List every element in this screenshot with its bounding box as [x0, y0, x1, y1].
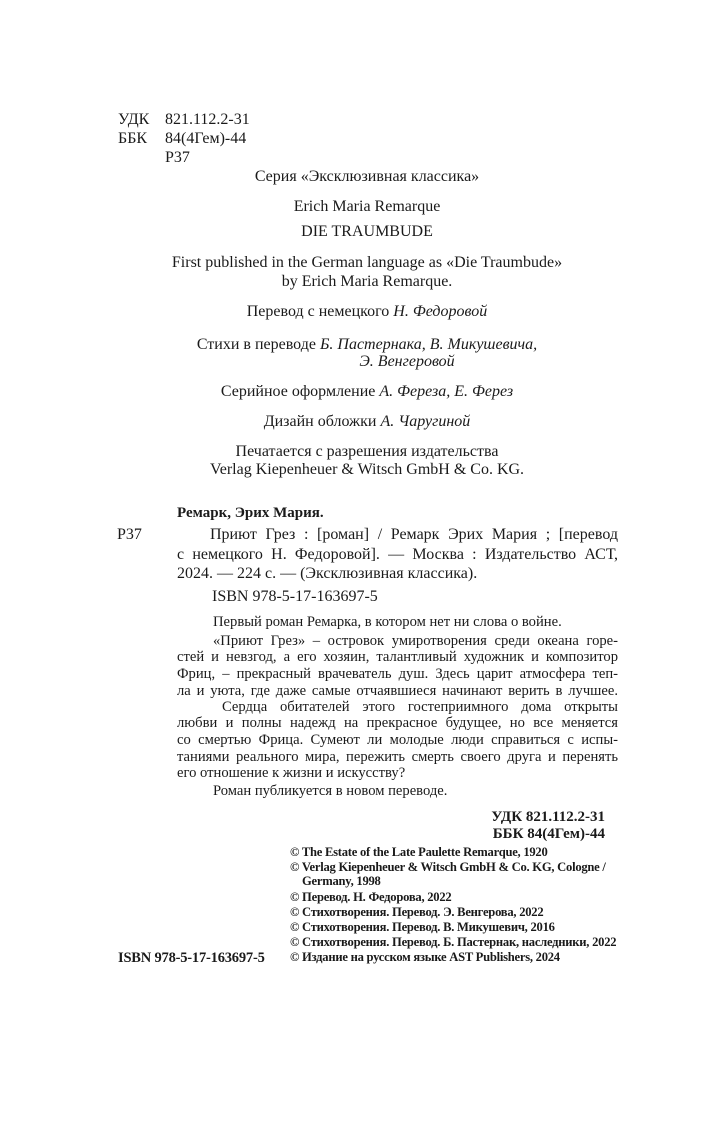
footer-isbn: ISBN 978-5-17-163697-5	[118, 950, 265, 966]
udk-label: УДК	[118, 111, 150, 128]
credit-label: Серийное оформление	[220, 383, 376, 400]
first-published-line: by Erich Maria Remarque.	[281, 273, 453, 290]
credit-name: Э. Венгеровой	[359, 353, 455, 370]
translation-credit	[0, 303, 709, 321]
udk-value: 821.112.2-31	[165, 111, 250, 128]
annotation-line: стей и невзгод, а его хозяин, талантливый художник и композитор	[177, 649, 618, 665]
credit-name: Н. Федоровой	[393, 303, 488, 320]
catalog-mark: Р37	[117, 526, 142, 543]
copyright-line: © Стихотворения. Перевод. Э. Венгерова, 2022	[290, 905, 544, 919]
annotation-line: любви и полны надежд на прекрасное будущее, но все меняется	[177, 715, 618, 731]
copyright-line: Germany, 1998	[302, 874, 381, 888]
poems-credit-cont	[40, 353, 709, 371]
permission-line: Печатается с разрешения издательства	[235, 443, 499, 460]
copyright-line: © Издание на русском языке AST Publishers, 2024	[290, 950, 560, 964]
author-mark: Р37	[165, 149, 190, 166]
catalog-line: 2024. — 224 с. — (Эксклюзивная классика).	[177, 565, 478, 582]
credit-name: Б. Пастернака, В. Микушевича,	[319, 336, 538, 353]
annotation-line: Сердца обитателей этого гостеприимного дома открыты	[222, 699, 618, 715]
annotation-line: его отношение к жизни и искусству?	[177, 765, 406, 781]
annotation-line: таниями реального мира, пережить смерть своего друга и перенять	[177, 749, 618, 765]
series-design-credit	[0, 383, 709, 401]
credit-label: Дизайн обложки	[263, 413, 377, 430]
annotation-line: ла и уюта, где даже самые отчаявшиеся начинают верить в лучшее.	[177, 683, 618, 699]
annotation-line: со смертью Фрица. Сумеют ли молодые люди справиться с испы-	[177, 732, 618, 748]
original-title: DIE TRAUMBUDE	[301, 223, 433, 240]
cover-design-credit	[0, 413, 709, 431]
catalog-isbn: ISBN 978-5-17-163697-5	[212, 588, 378, 605]
annotation-line: Фриц, – прекрасный врачеватель душ. Здесь царит атмосфера теп-	[177, 666, 618, 682]
bbk-value: 84(4Гем)-44	[165, 130, 247, 147]
footer-udk: УДК 821.112.2-31	[491, 809, 605, 825]
permission-line: Verlag Kiepenheuer & Witsch GmbH & Co. KG.	[209, 461, 525, 478]
credit-label: Стихи в переводе	[196, 336, 316, 353]
copyright-line: © Стихотворения. Перевод. Б. Пастернак, наследники, 2022	[290, 935, 617, 949]
copyright-line: © Перевод. Н. Федорова, 2022	[290, 890, 452, 904]
poems-credit	[0, 336, 709, 354]
copyright-line: © The Estate of the Late Paulette Remarque, 1920	[290, 845, 548, 859]
copyright-line: © Стихотворения. Перевод. В. Микушевич, 2016	[290, 920, 555, 934]
footer-bbk: ББК 84(4Гем)-44	[492, 826, 605, 842]
series: Серия «Эксклюзивная классика»	[254, 168, 480, 185]
credit-name: А. Фереза, Е. Ферез	[379, 383, 514, 400]
catalog-author-heading: Ремарк, Эрих Мария.	[177, 505, 324, 521]
annotation-line: Первый роман Ремарка, в котором нет ни слова о войне.	[213, 614, 562, 630]
credit-label: Перевод с немецкого	[246, 303, 390, 320]
catalog-line: Приют Грез : [роман] / Ремарк Эрих Мария ; [перевод	[210, 526, 618, 543]
catalog-line: с немецкого Н. Федоровой]. — Москва : Издательство АСТ,	[177, 546, 618, 563]
annotation-line: «Приют Грез» – островок умиротворения среди океана горе-	[213, 633, 618, 649]
original-author: Erich Maria Remarque	[293, 198, 441, 215]
first-published-line: First published in the German language as «Die Traumbude»	[171, 254, 563, 271]
copyright-line: © Verlag Kiepenheuer & Witsch GmbH & Co. KG, Cologne /	[290, 860, 606, 874]
credit-name: А. Чаругиной	[380, 413, 471, 430]
annotation-line: Роман публикуется в новом переводе.	[213, 783, 448, 799]
bbk-label: ББК	[118, 130, 148, 147]
